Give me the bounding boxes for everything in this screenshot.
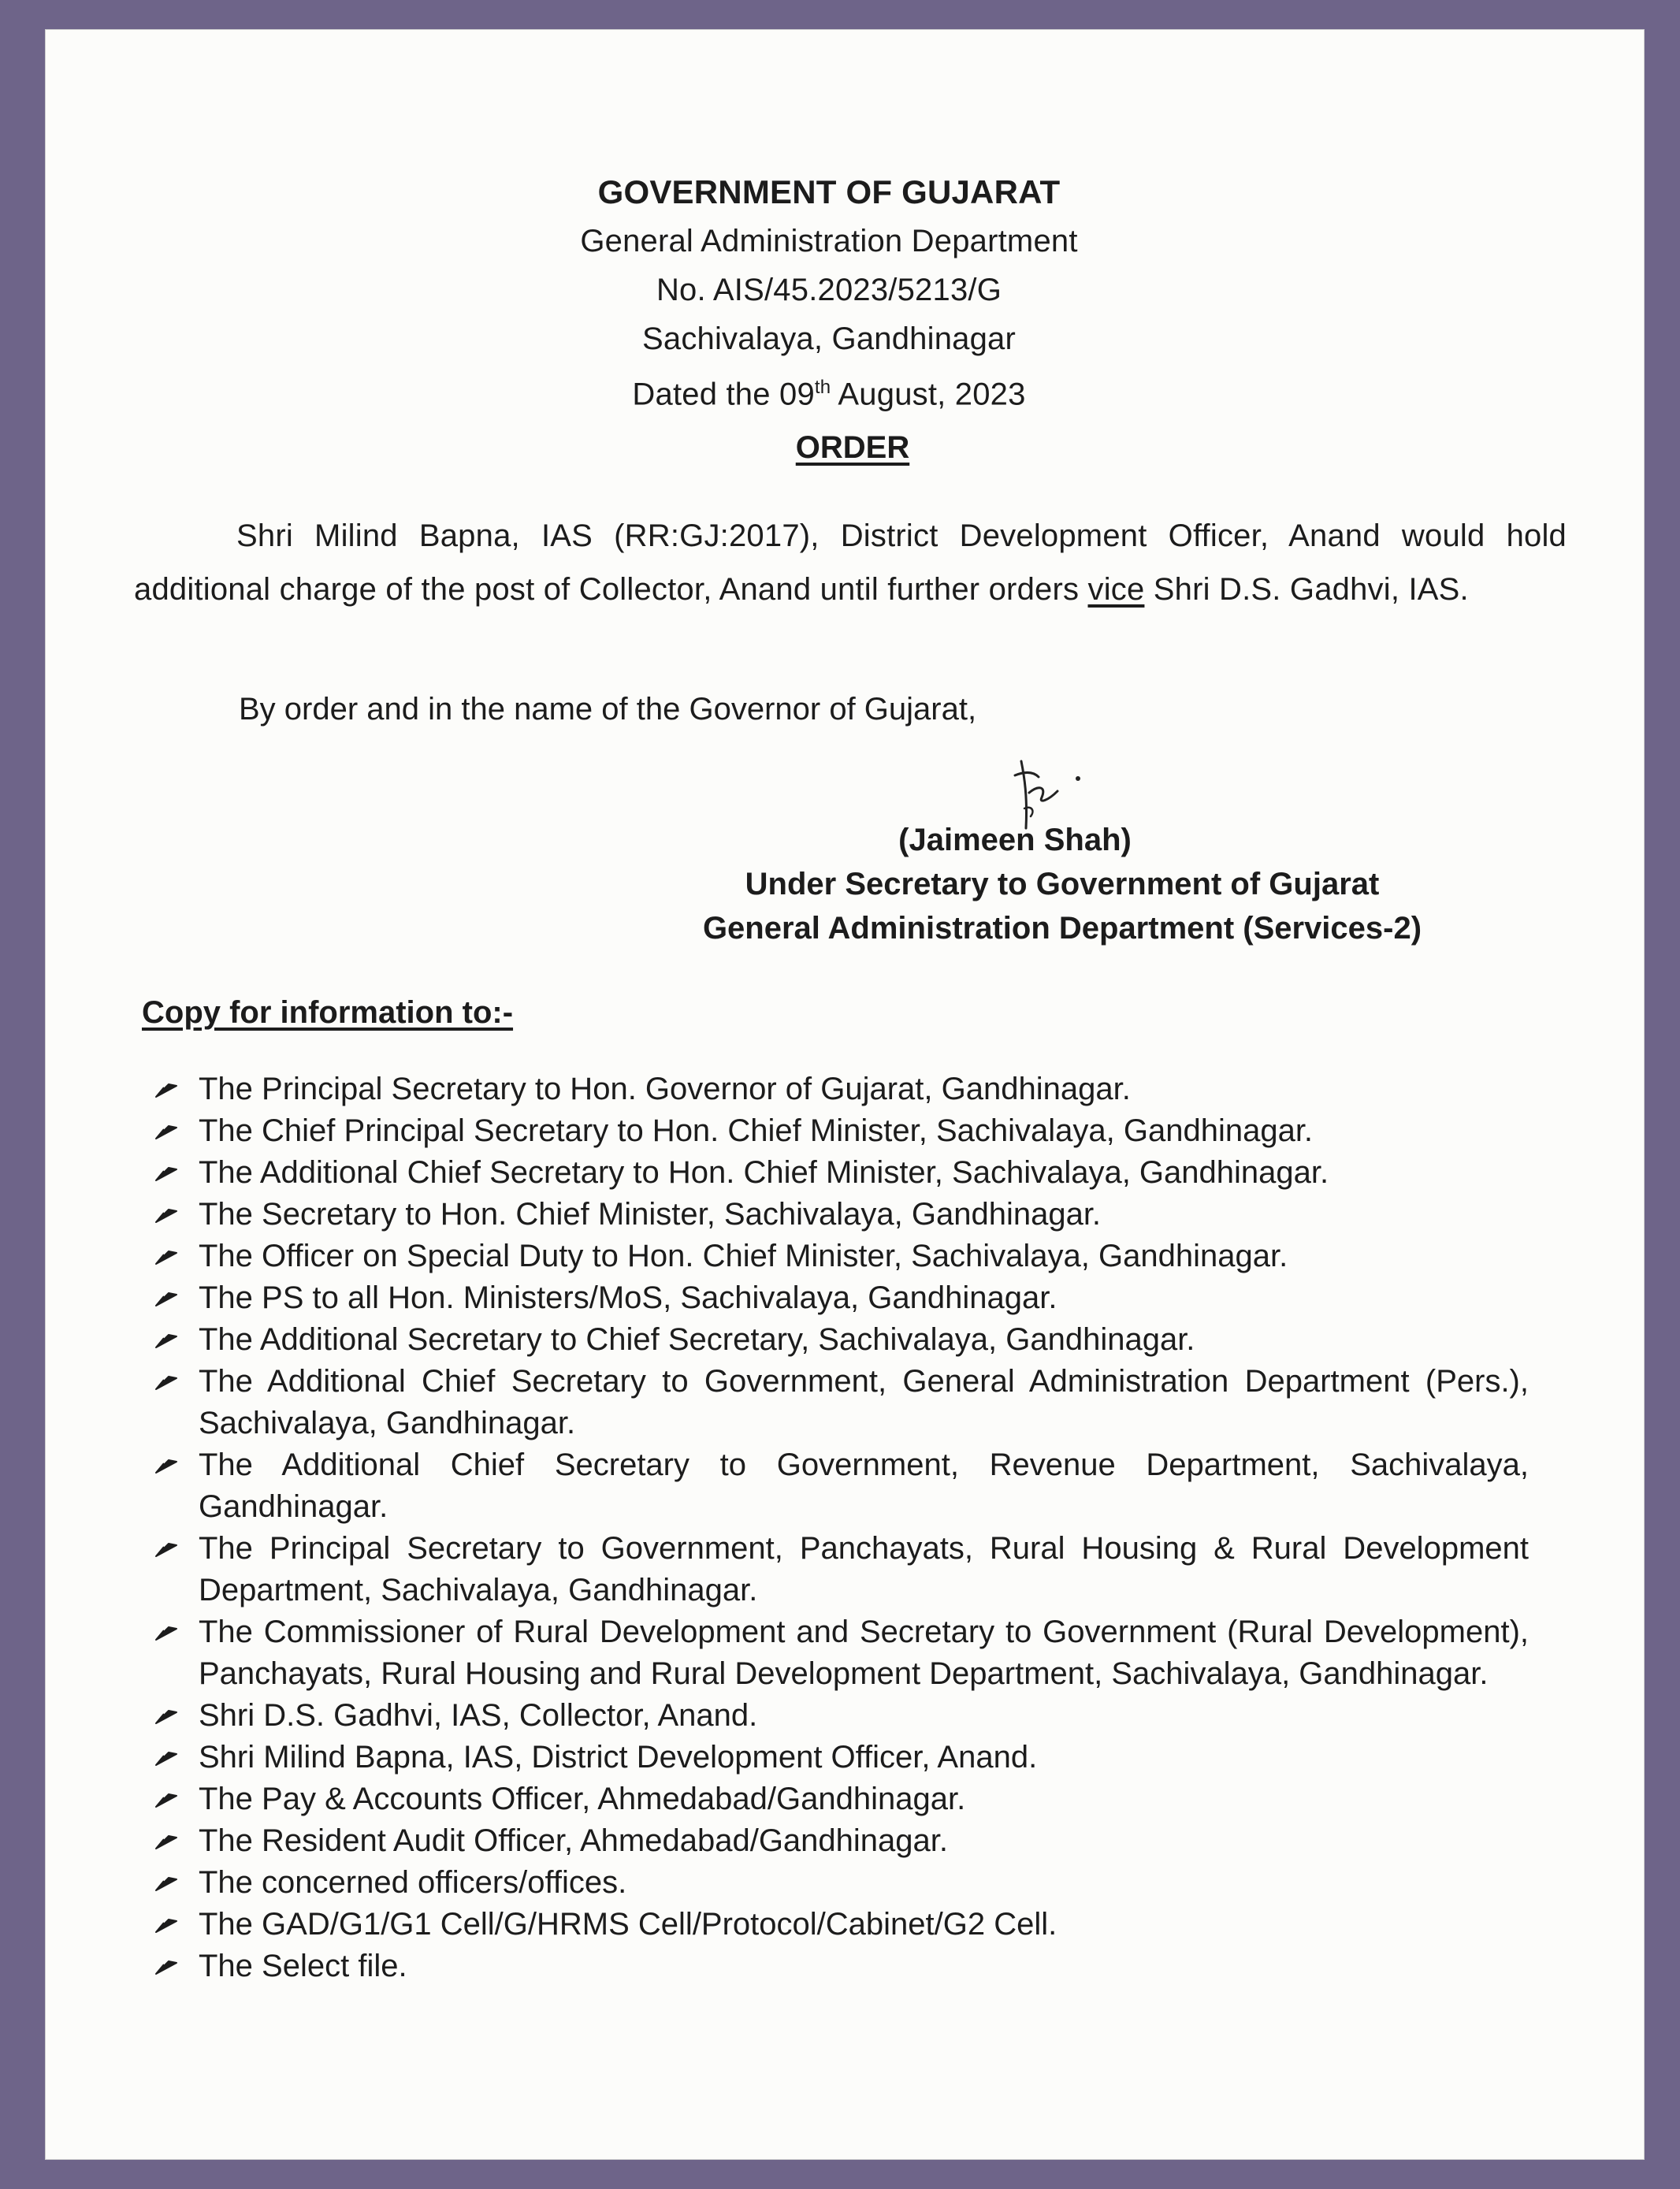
copy-list-item <box>142 1194 1529 1236</box>
copy-list-item <box>142 1444 1529 1528</box>
copy-list-item-text: The Chief Principal Secretary to Hon. Chief Minister, Sachivalaya, Gandhinagar. <box>199 1113 1314 1148</box>
order-paragraph-end: Shri D.S. Gadhvi, IAS. <box>1144 572 1469 607</box>
copy-list-item <box>142 1611 1529 1695</box>
date-suffix: August, 2023 <box>831 377 1026 412</box>
copy-list-item-text: The Additional Chief Secretary to Government, General Administration Department (Pers.), Sachivalaya, Gandhinagar. <box>199 1364 1529 1440</box>
place: Sachivalaya, Gandhinagar <box>642 321 1016 356</box>
copy-list-item-text: Shri Milind Bapna, IAS, District Development Officer, Anand. <box>199 1740 1038 1775</box>
authority-line: By order and in the name of the Governor of Gujarat, <box>239 692 977 727</box>
copy-list-item <box>142 1319 1529 1361</box>
copy-list-item-text: The Select file. <box>199 1949 407 1983</box>
copy-list-item <box>142 1361 1529 1444</box>
signatory-designation: Under Secretary to Government of Gujarat <box>745 867 1380 901</box>
arrowhead-bullet-icon <box>153 1154 180 1185</box>
government-name: GOVERNMENT OF GUJARAT <box>597 173 1061 210</box>
copy-list-item-text: The Secretary to Hon. Chief Minister, Sachivalaya, Gandhinagar. <box>199 1197 1102 1232</box>
order-paragraph-vice: vice <box>1087 572 1145 607</box>
copy-list-item <box>142 1110 1529 1152</box>
copy-list-item <box>142 1946 1529 1987</box>
arrowhead-bullet-icon <box>153 1529 180 1561</box>
copy-list-item-text: The Principal Secretary to Hon. Governor of Gujarat, Gandhinagar. <box>199 1072 1131 1106</box>
copy-list-item <box>142 1862 1529 1904</box>
order-document <box>46 30 1644 2159</box>
letterhead <box>46 168 1644 418</box>
copy-list-item <box>142 1068 1529 1110</box>
date-prefix: Dated the 09 <box>632 377 815 412</box>
order-number: No. AIS/45.2023/5213/G <box>656 273 1002 307</box>
copy-list-item-text: The Pay & Accounts Officer, Ahmedabad/Gandhinagar. <box>199 1782 966 1816</box>
copy-list-item-text: The Officer on Special Duty to Hon. Chief Minister, Sachivalaya, Gandhinagar. <box>199 1239 1288 1273</box>
signatory-department: General Administration Department (Services-2) <box>702 911 1422 946</box>
copy-to-heading: Copy for information to:- <box>142 995 514 1030</box>
arrowhead-bullet-icon <box>153 1279 180 1310</box>
order-paragraph-start: Shri Milind Bapna, IAS (RR:GJ:2017), District Development Officer, Anand would hold additional charge of the post of Collector, Anand until further orders <box>134 518 1567 607</box>
copy-list-item-text: The Principal Secretary to Government, Panchayats, Rural Housing & Rural Development Department, Sachivalaya, Gandhinagar. <box>199 1531 1529 1607</box>
signatory-block <box>597 818 1527 950</box>
copy-list-item <box>142 1695 1529 1737</box>
date-ordinal-suffix: th <box>814 377 831 398</box>
copy-list-item <box>142 1277 1529 1319</box>
copy-list-item-text: The Additional Chief Secretary to Hon. Chief Minister, Sachivalaya, Gandhinagar. <box>199 1155 1329 1190</box>
copy-list-item <box>142 1820 1529 1862</box>
arrowhead-bullet-icon <box>153 1321 180 1352</box>
arrowhead-bullet-icon <box>153 1237 180 1269</box>
copy-list-item-text: Shri D.S. Gadhvi, IAS, Collector, Anand. <box>199 1698 758 1733</box>
copy-list-item-text: The Additional Secretary to Chief Secretary, Sachivalaya, Gandhinagar. <box>199 1322 1195 1357</box>
arrowhead-bullet-icon <box>153 1738 180 1770</box>
arrowhead-bullet-icon <box>153 1195 180 1227</box>
copy-list-item-text: The Additional Chief Secretary to Government, Revenue Department, Sachivalaya, Gandhinagar. <box>199 1448 1529 1524</box>
copy-list-item-text: The concerned officers/offices. <box>199 1865 627 1900</box>
copy-list-item <box>142 1904 1529 1946</box>
arrowhead-bullet-icon <box>153 1905 180 1937</box>
copy-list-item <box>142 1236 1529 1277</box>
arrowhead-bullet-icon <box>153 1613 180 1645</box>
arrowhead-bullet-icon <box>153 1697 180 1728</box>
document-page <box>46 30 1644 2159</box>
copy-list-item <box>142 1778 1529 1820</box>
arrowhead-bullet-icon <box>153 1780 180 1812</box>
copy-list-item-text: The Commissioner of Rural Development and Secretary to Government (Rural Development), Panchayats, Rural Housing and Rural Development Department, Sachivalaya, Gandhinagar. <box>199 1615 1529 1691</box>
arrowhead-bullet-icon <box>153 1362 180 1394</box>
order-title: ORDER <box>795 430 910 465</box>
arrowhead-bullet-icon <box>153 1864 180 1895</box>
copy-list-item <box>142 1152 1529 1194</box>
signatory-name: (Jaimeen Shah) <box>898 823 1132 857</box>
arrowhead-bullet-icon <box>153 1947 180 1979</box>
copy-list-item-text: The Resident Audit Officer, Ahmedabad/Gandhinagar. <box>199 1823 949 1858</box>
arrowhead-bullet-icon <box>153 1112 180 1143</box>
order-date <box>14 363 1644 418</box>
copy-list-item <box>142 1528 1529 1611</box>
department-name: General Administration Department <box>580 224 1078 258</box>
copy-list-item-text: The PS to all Hon. Ministers/MoS, Sachivalaya, Gandhinagar. <box>199 1280 1057 1315</box>
arrowhead-bullet-icon <box>153 1446 180 1477</box>
copy-list-item <box>142 1737 1529 1778</box>
arrowhead-bullet-icon <box>153 1822 180 1853</box>
copy-to-list <box>142 1068 1529 1987</box>
copy-list-item-text: The GAD/G1/G1 Cell/G/HRMS Cell/Protocol/Cabinet/G2 Cell. <box>199 1907 1057 1942</box>
arrowhead-bullet-icon <box>153 1070 180 1102</box>
order-paragraph <box>134 509 1567 616</box>
